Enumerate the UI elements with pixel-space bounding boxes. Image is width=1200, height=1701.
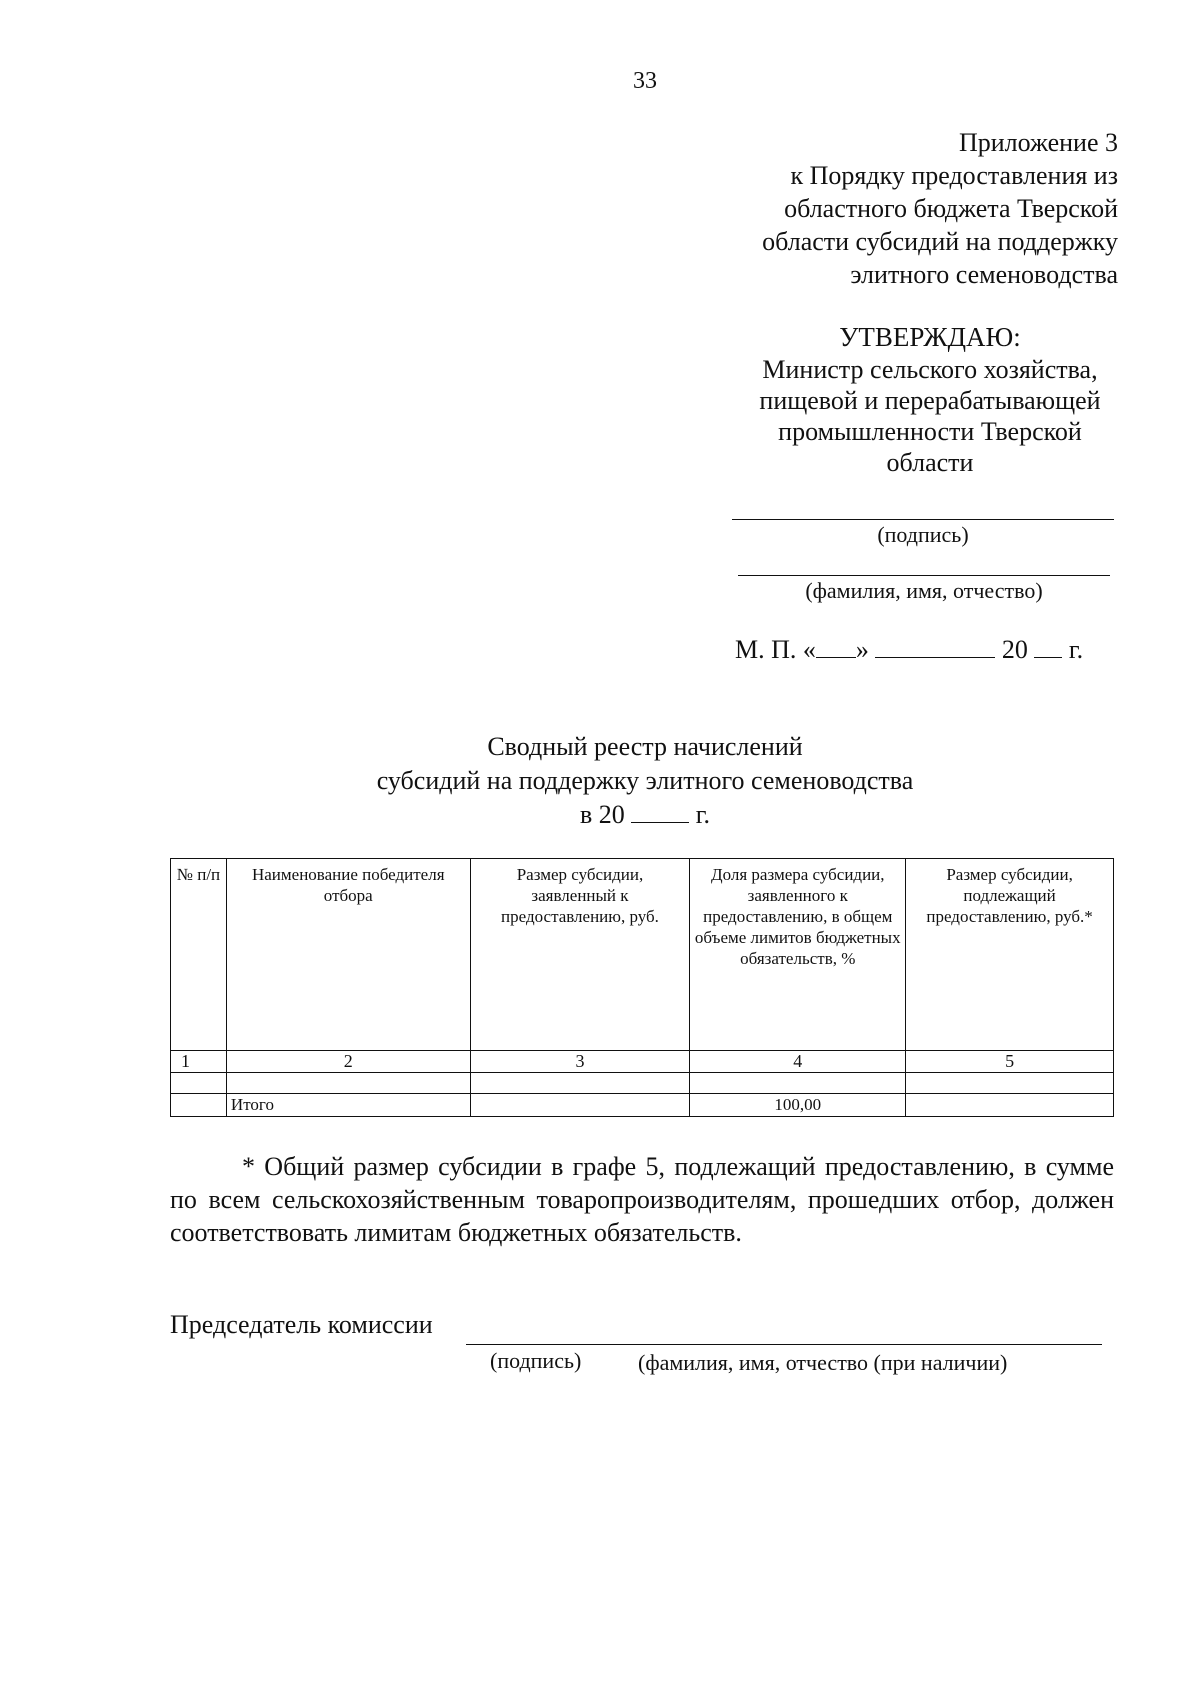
approval-line: области xyxy=(886,448,974,477)
table-cell xyxy=(171,1094,227,1117)
register-title-line: субсидий на поддержку элитного семеноводства xyxy=(376,766,914,795)
year-blank xyxy=(1034,635,1062,658)
column-number: 1 xyxy=(171,1051,227,1073)
approval-signature-caption: (подпись) xyxy=(877,522,969,547)
total-share: 100,00 xyxy=(690,1094,906,1117)
approval-line: Министр сельского хозяйства, xyxy=(762,355,1098,384)
table-cell xyxy=(470,1073,690,1094)
table-cell xyxy=(906,1073,1114,1094)
approval-block xyxy=(720,322,1140,478)
header-granted-amount: Размер субсидии, подлежащий предоставлению, руб.* xyxy=(906,859,1114,1051)
appendix-line: области субсидий на поддержку xyxy=(762,227,1118,256)
footnote-text: * Общий размер субсидии в графе 5, подлежащий предоставлению, в сумме по всем сельскохозяйственным товаропроизводителям, прошедших отбор, должен соответствовать лимитам бюджетных обязательств. xyxy=(170,1152,1114,1247)
register-year-prefix: в 20 xyxy=(579,800,625,829)
appendix-line: областного бюджета Тверской xyxy=(784,194,1118,223)
header-number: № п/п xyxy=(171,859,227,1051)
stamp-suffix: г. xyxy=(1068,635,1084,664)
chair-name-caption: (фамилия, имя, отчество (при наличии) xyxy=(638,1350,1008,1375)
register-title xyxy=(320,730,970,832)
table-total-row xyxy=(171,1094,1114,1117)
table-cell xyxy=(171,1073,227,1094)
appendix-line: Приложение 3 xyxy=(958,128,1118,157)
table-header-row xyxy=(171,859,1114,1051)
footnote xyxy=(170,1150,1114,1249)
table-cell xyxy=(226,1073,470,1094)
chair-signature-line xyxy=(466,1344,1102,1345)
year-prefix: 20 xyxy=(1001,635,1028,664)
register-year-line xyxy=(320,798,970,832)
appendix-reference xyxy=(762,126,1118,291)
chair-label: Председатель комиссии xyxy=(170,1310,433,1339)
stamp-prefix: М. П. « xyxy=(735,635,816,664)
table-cell xyxy=(690,1073,906,1094)
register-title-line: Сводный реестр начислений xyxy=(487,732,803,761)
approval-signature-line xyxy=(732,519,1114,520)
approval-line: пищевой и перерабатывающей xyxy=(759,386,1101,415)
appendix-line: элитного семеноводства xyxy=(850,260,1118,289)
table-cell xyxy=(470,1094,690,1117)
approval-name-caption: (фамилия, имя, отчество) xyxy=(805,578,1043,603)
column-number: 4 xyxy=(690,1051,906,1073)
approval-name-line xyxy=(738,575,1110,576)
stamp-date-line xyxy=(735,635,1083,665)
approval-title: УТВЕРЖДАЮ: xyxy=(839,322,1021,352)
month-blank xyxy=(875,635,995,658)
table-row xyxy=(171,1073,1114,1094)
header-requested-amount: Размер субсидии, заявленный к предоставлению, руб. xyxy=(470,859,690,1051)
page-number: 33 xyxy=(633,68,657,94)
header-winner-name: Наименование победителя отбора xyxy=(226,859,470,1051)
chair-signature-caption: (подпись) xyxy=(490,1348,582,1373)
stamp-mid: » xyxy=(855,635,869,664)
table-cell xyxy=(906,1094,1114,1117)
day-blank xyxy=(816,635,856,658)
register-year-blank xyxy=(631,800,689,823)
header-share-percent: Доля размера субсидии, заявленного к предоставлению, в общем объеме лимитов бюджетных обязательств, % xyxy=(690,859,906,1051)
column-number: 3 xyxy=(470,1051,690,1073)
column-number: 5 xyxy=(906,1051,1114,1073)
total-label: Итого xyxy=(226,1094,470,1117)
approval-line: промышленности Тверской xyxy=(778,417,1082,446)
column-number: 2 xyxy=(226,1051,470,1073)
registry-table xyxy=(170,858,1114,1117)
appendix-line: к Порядку предоставления из xyxy=(790,161,1118,190)
table-column-numbers-row xyxy=(171,1051,1114,1073)
register-year-suffix: г. xyxy=(695,800,710,829)
